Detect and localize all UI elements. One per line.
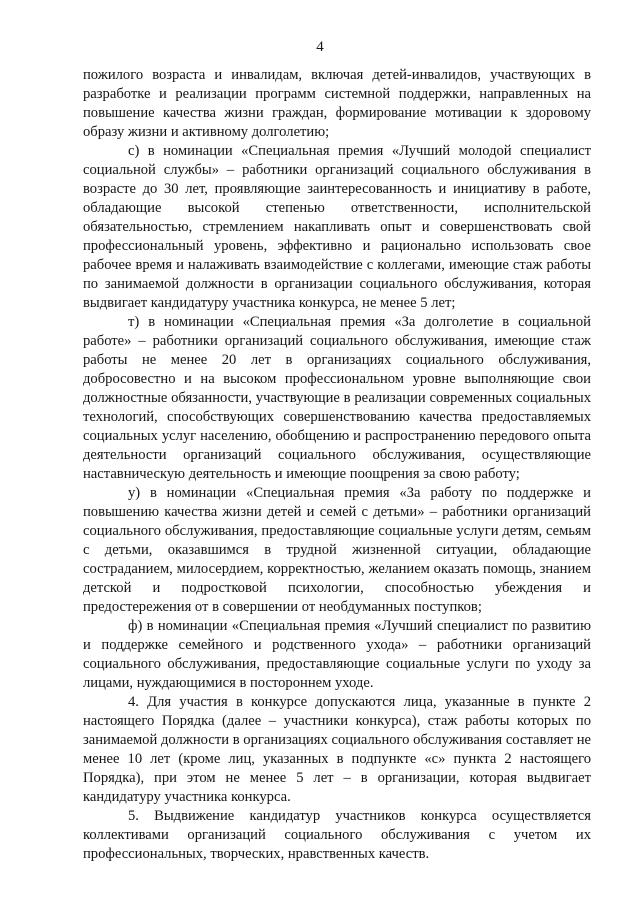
paragraph-item-t: т) в номинации «Специальная премия «За долголетие в социальной работе» – работники организаций социального обслуживания, имеющие стаж работы не менее 20 лет в организациях социального обслуживания, добросовестно и на высоком профессиональном уровне выполняющие свои должностные обязанности, участвующие в реализации современных социальных технологий, способствующих совершенствованию качества предоставляемых социальных услуг населению, обобщению и распространению передового опыта деятельности организаций социального обслуживания, осуществляющие наставническую деятельность и имеющие поощрения за свою работу; <box>83 314 591 482</box>
page-number: 4 <box>316 39 324 55</box>
paragraph-clause-4: 4. Для участия в конкурсе допускаются лица, указанные в пункте 2 настоящего Порядка (далее – участники конкурса), стаж работы которых по занимаемой должности в организациях социального обслуживания составляет не менее 10 лет (кроме лиц, указанных в подпункте «с» пункта 2 настоящего Порядка), при этом не менее 5 лет – в организации, которая выдвигает кандидатуру участника конкурса. <box>83 694 591 805</box>
paragraph-item-s: с) в номинации «Специальная премия «Лучший молодой специалист социальной службы» – работники организаций социального обслуживания в возрасте до 30 лет, проявляющие заинтересованность и инициативу в работе, обладающие высокой степенью ответственности, исполнительской обязательностью, стремлением накапливать опыт и совершенствовать свой профессиональный уровень, эффективно и рационально использовать свое рабочее время и налаживать взаимодействие с коллегами, имеющие стаж работы по занимаемой должности в организации социального обслуживания, которая выдвигает кандидатуру участника конкурса, не менее 5 лет; <box>83 143 591 311</box>
paragraph-continuation: пожилого возраста и инвалидам, включая детей-инвалидов, участвующих в разработке и реализации программ системной поддержки, направленных на повышение качества жизни граждан, формирование мотивации к здоровому образу жизни и активному долголетию; <box>83 67 591 140</box>
paragraph-clause-5: 5. Выдвижение кандидатур участников конкурса осуществляется коллективами организаций социального обслуживания с учетом их профессиональных, творческих, нравственных качеств. <box>83 808 591 862</box>
paragraph-item-f: ф) в номинации «Специальная премия «Лучший специалист по развитию и поддержке семейного и родственного ухода» – работники организаций социального обслуживания, предоставляющие социальные услуги по уходу за лицами, нуждающимися в постороннем уходе. <box>83 618 591 691</box>
document-body <box>83 66 591 864</box>
paragraph-item-u: у) в номинации «Специальная премия «За работу по поддержке и повышению качества жизни детей и семей с детьми» – работники организаций социального обслуживания, предоставляющие социальные услуги детям, семьям с детьми, оказавшимся в трудной жизненной ситуации, обладающие состраданием, милосердием, корректностью, желанием оказать помощь, знанием детской и подростковой психологии, способностью убеждения и предостережения от в совершении от необдуманных поступков; <box>83 485 591 615</box>
